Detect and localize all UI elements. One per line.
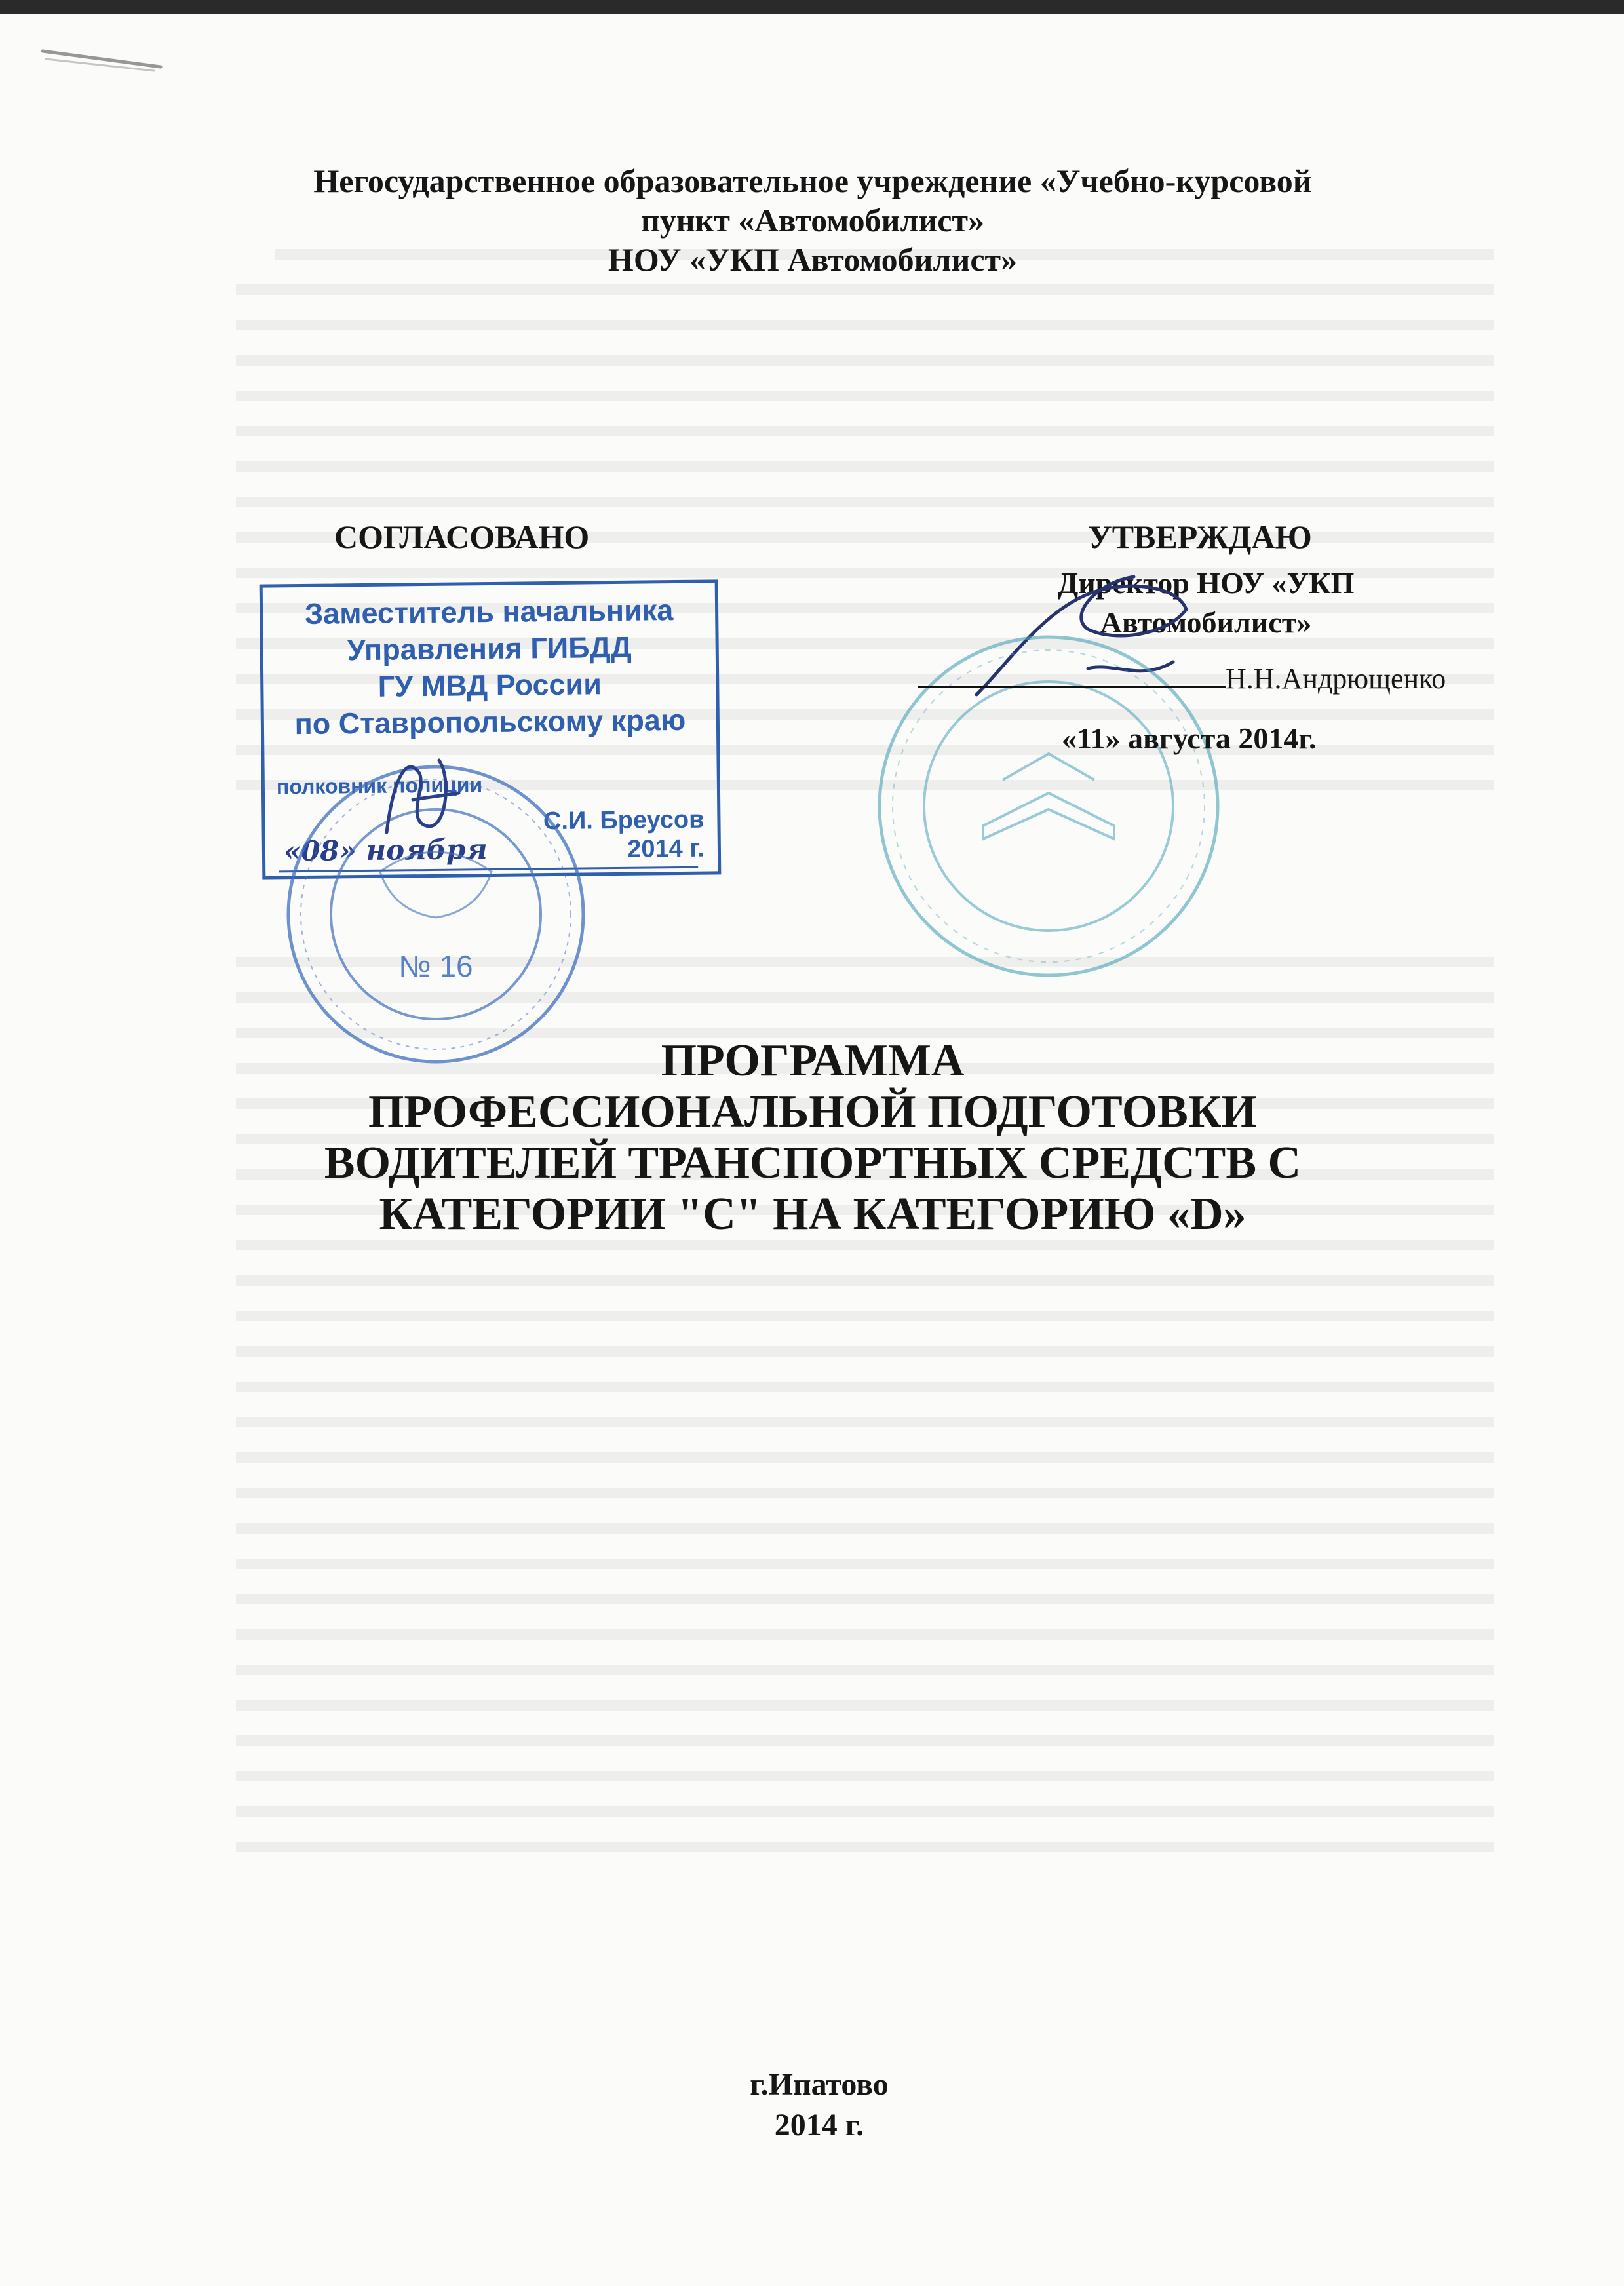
director-signature-line — [918, 662, 1446, 695]
stamp-year: 2014 г. — [627, 834, 705, 863]
stamp-handwritten-date: «08» ноября — [283, 833, 488, 868]
stamp-rank: полковник полиции — [276, 773, 483, 799]
stamp-line-1: Заместитель начальника — [304, 593, 674, 630]
handwritten-signature-left — [367, 741, 478, 852]
scan-mark-decoration — [39, 46, 164, 72]
title-line-3: ВОДИТЕЛЕЙ ТРАНСПОРТНЫХ СРЕДСТВ С — [324, 1138, 1302, 1188]
stamp-signer-name: С.И. Бреусов — [543, 805, 705, 836]
approved-label: СОГЛАСОВАНО — [334, 518, 590, 555]
signature-rule — [918, 684, 1226, 688]
director-name: Н.Н.Андрющенко — [1226, 663, 1446, 695]
header-line-3: НОУ «УКП Автомобилист» — [608, 241, 1018, 278]
header-line-1: Негосударственное образовательное учреждение «Учебно-курсовой — [313, 163, 1312, 199]
approval-date: «11» августа 2014г. — [1062, 722, 1317, 755]
footer-place-year — [655, 2064, 983, 2146]
footer-year: 2014 г. — [774, 2108, 864, 2142]
header-line-2: пункт «Автомобилист» — [640, 202, 985, 239]
title-line-4: КАТЕГОРИИ "С" НА КАТЕГОРИЮ «D» — [379, 1189, 1247, 1239]
stamp-line-2: Управления ГИБДД — [347, 630, 632, 667]
stamp-line-4: по Ставропольскому краю — [294, 703, 686, 741]
director-line-1: Директор НОУ «УКП — [1057, 566, 1355, 600]
program-title — [197, 1036, 1429, 1240]
confirm-label: УТВЕРЖДАЮ — [1088, 518, 1312, 555]
stamp-line-3: ГУ МВД России — [377, 667, 602, 703]
scan-top-edge — [0, 0, 1624, 14]
title-line-1: ПРОГРАММА — [661, 1036, 965, 1086]
title-line-2: ПРОФЕССИОНАЛЬНОЙ ПОДГОТОВКИ — [368, 1087, 1258, 1137]
footer-city: г.Ипатово — [750, 2067, 889, 2102]
seal-number: № 16 — [398, 949, 473, 983]
director-line-2: Автомобилист» — [1100, 606, 1312, 639]
institution-header — [223, 161, 1402, 279]
